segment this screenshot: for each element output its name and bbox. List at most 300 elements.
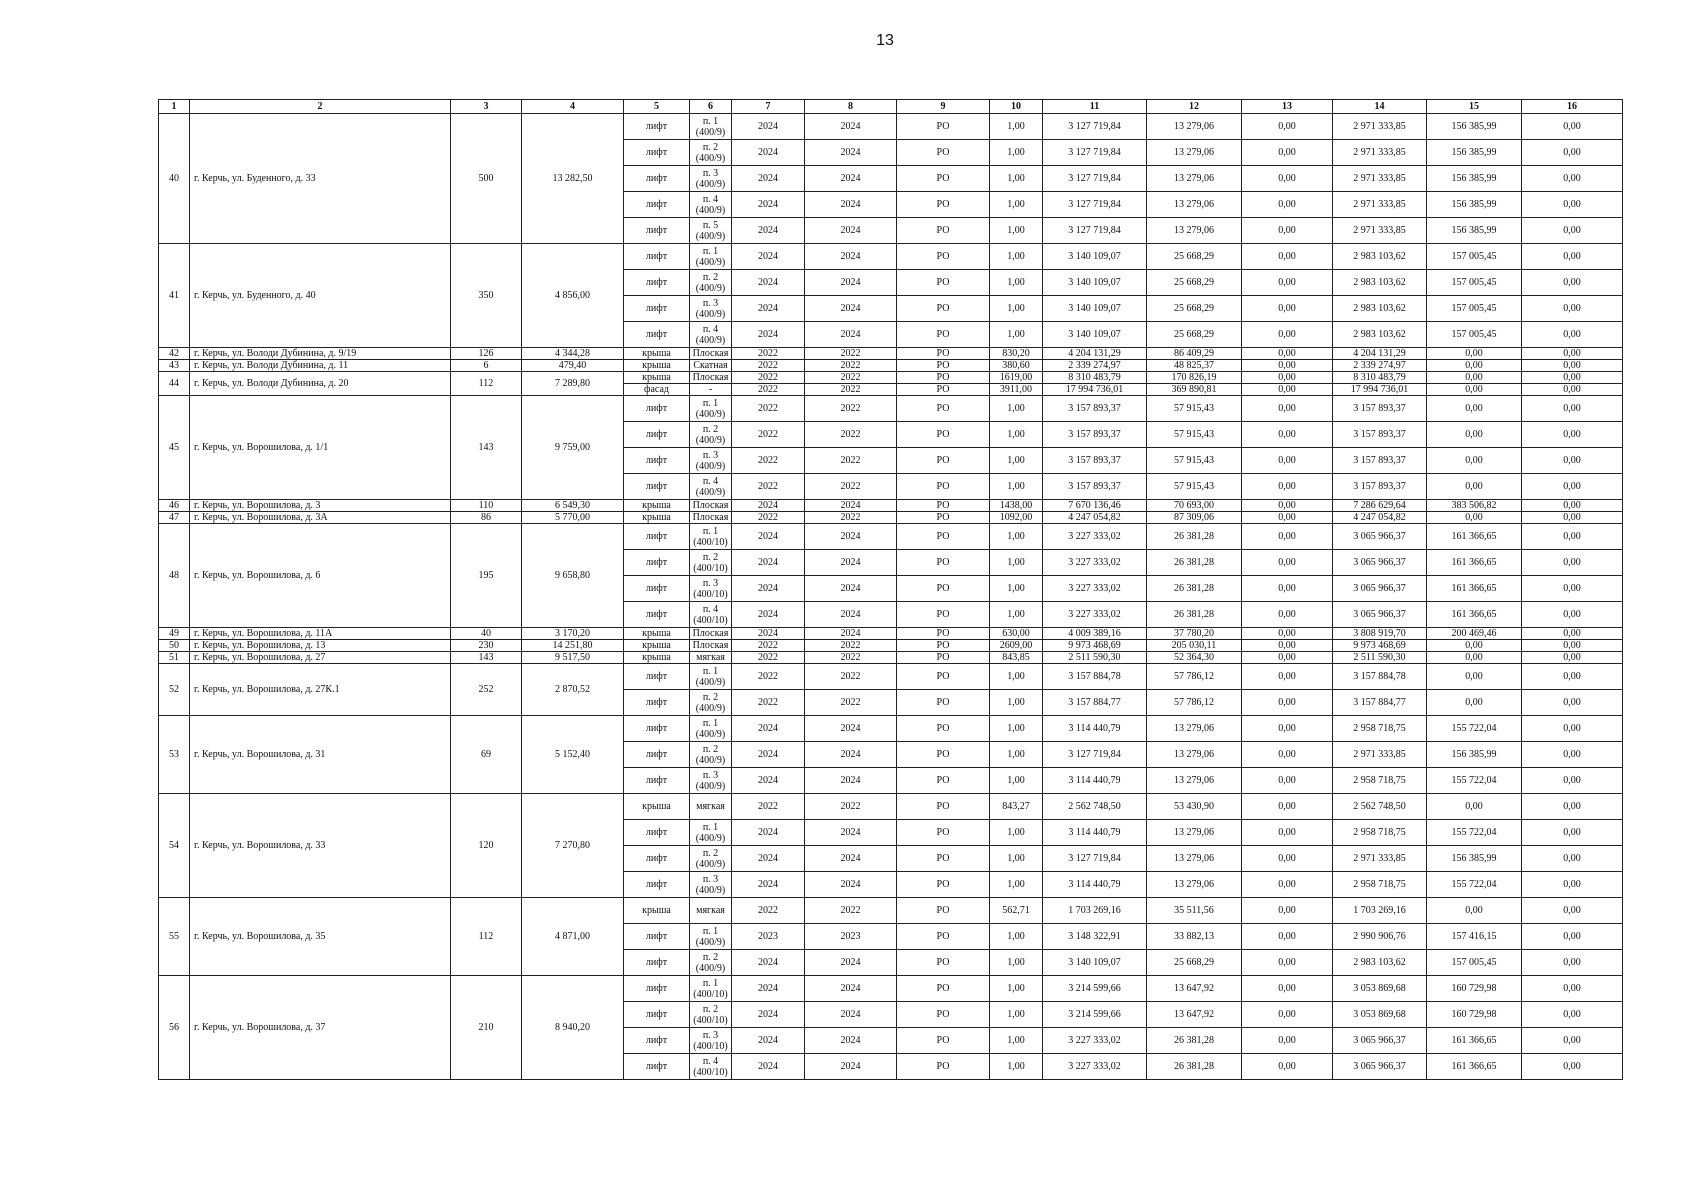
executor-cell: РО: [897, 1028, 990, 1054]
total-cost-cell: 3 227 333,02: [1043, 1028, 1147, 1054]
owner-fund-cell: 156 385,99: [1427, 140, 1522, 166]
work-detail-cell: п. 2 (400/9): [690, 690, 732, 716]
specific-cost-cell: 57 915,43: [1147, 474, 1242, 500]
other-fund-cell: 0,00: [1522, 360, 1623, 372]
budget-fund-cell: 0,00: [1242, 664, 1333, 690]
volume-cell: 843,27: [990, 794, 1043, 820]
regional-fund-cell: 3 065 966,37: [1333, 550, 1427, 576]
budget-fund-cell: 0,00: [1242, 384, 1333, 396]
year-fact-cell: 2024: [805, 192, 897, 218]
total-cost-cell: 3 157 893,37: [1043, 396, 1147, 422]
capital-repair-table: [158, 99, 1623, 1080]
executor-cell: РО: [897, 716, 990, 742]
work-detail-cell: п. 2 (400/9): [690, 140, 732, 166]
year-plan-cell: 2024: [732, 550, 805, 576]
executor-cell: РО: [897, 166, 990, 192]
row-number: 49: [159, 628, 190, 640]
owner-fund-cell: 0,00: [1427, 448, 1522, 474]
owner-fund-cell: 156 385,99: [1427, 742, 1522, 768]
budget-fund-cell: 0,00: [1242, 768, 1333, 794]
row-number: 56: [159, 976, 190, 1080]
year-plan-cell: 2022: [732, 360, 805, 372]
other-fund-cell: 0,00: [1522, 640, 1623, 652]
regional-fund-cell: 3 157 884,77: [1333, 690, 1427, 716]
owner-fund-cell: 156 385,99: [1427, 846, 1522, 872]
work-type-cell: крыша: [624, 512, 690, 524]
budget-fund-cell: 0,00: [1242, 166, 1333, 192]
row-number: 47: [159, 512, 190, 524]
year-plan-cell: 2022: [732, 372, 805, 384]
specific-cost-cell: 25 668,29: [1147, 270, 1242, 296]
building-area: 7 270,80: [522, 794, 624, 898]
year-plan-cell: 2024: [732, 524, 805, 550]
column-header: 11: [1043, 100, 1147, 114]
specific-cost-cell: 369 890,81: [1147, 384, 1242, 396]
work-detail-cell: п. 4 (400/10): [690, 1054, 732, 1080]
year-fact-cell: 2022: [805, 898, 897, 924]
table-row: [159, 716, 1623, 742]
specific-cost-cell: 13 279,06: [1147, 192, 1242, 218]
owner-fund-cell: 156 385,99: [1427, 192, 1522, 218]
year-fact-cell: 2024: [805, 1054, 897, 1080]
specific-cost-cell: 86 409,29: [1147, 348, 1242, 360]
year-plan-cell: 2022: [732, 652, 805, 664]
other-fund-cell: 0,00: [1522, 628, 1623, 640]
volume-cell: 1092,00: [990, 512, 1043, 524]
work-type-cell: крыша: [624, 640, 690, 652]
executor-cell: РО: [897, 872, 990, 898]
building-area: 5 152,40: [522, 716, 624, 794]
other-fund-cell: 0,00: [1522, 296, 1623, 322]
column-header: 7: [732, 100, 805, 114]
executor-cell: РО: [897, 664, 990, 690]
regional-fund-cell: 2 971 333,85: [1333, 140, 1427, 166]
year-fact-cell: 2024: [805, 218, 897, 244]
specific-cost-cell: 26 381,28: [1147, 602, 1242, 628]
building-area: 9 658,80: [522, 524, 624, 628]
volume-cell: 1,00: [990, 602, 1043, 628]
other-fund-cell: 0,00: [1522, 1002, 1623, 1028]
work-type-cell: лифт: [624, 1028, 690, 1054]
volume-cell: 1,00: [990, 768, 1043, 794]
owner-fund-cell: 160 729,98: [1427, 976, 1522, 1002]
regional-fund-cell: 3 157 893,37: [1333, 474, 1427, 500]
year-fact-cell: 2024: [805, 270, 897, 296]
executor-cell: РО: [897, 742, 990, 768]
total-cost-cell: 3 140 109,07: [1043, 322, 1147, 348]
executor-cell: РО: [897, 602, 990, 628]
year-fact-cell: 2024: [805, 1028, 897, 1054]
apartments-count: 143: [451, 652, 522, 664]
budget-fund-cell: 0,00: [1242, 550, 1333, 576]
regional-fund-cell: 1 703 269,16: [1333, 898, 1427, 924]
work-detail-cell: Плоская: [690, 628, 732, 640]
other-fund-cell: 0,00: [1522, 872, 1623, 898]
column-header: 2: [190, 100, 451, 114]
specific-cost-cell: 52 364,30: [1147, 652, 1242, 664]
building-address: г. Керчь, ул. Ворошилова, д. 27: [190, 652, 451, 664]
regional-fund-cell: 4 247 054,82: [1333, 512, 1427, 524]
other-fund-cell: 0,00: [1522, 192, 1623, 218]
total-cost-cell: 3 140 109,07: [1043, 270, 1147, 296]
total-cost-cell: 3 127 719,84: [1043, 140, 1147, 166]
apartments-count: 143: [451, 396, 522, 500]
building-area: 4 871,00: [522, 898, 624, 976]
budget-fund-cell: 0,00: [1242, 500, 1333, 512]
work-detail-cell: п. 3 (400/9): [690, 166, 732, 192]
building-address: г. Керчь, ул. Володи Дубинина, д. 9/19: [190, 348, 451, 360]
owner-fund-cell: 155 722,04: [1427, 768, 1522, 794]
total-cost-cell: 7 670 136,46: [1043, 500, 1147, 512]
total-cost-cell: 3 214 599,66: [1043, 1002, 1147, 1028]
owner-fund-cell: 161 366,65: [1427, 1054, 1522, 1080]
year-plan-cell: 2024: [732, 322, 805, 348]
volume-cell: 1,00: [990, 576, 1043, 602]
owner-fund-cell: 161 366,65: [1427, 576, 1522, 602]
owner-fund-cell: 0,00: [1427, 422, 1522, 448]
work-type-cell: лифт: [624, 602, 690, 628]
year-plan-cell: 2024: [732, 846, 805, 872]
row-number: 50: [159, 640, 190, 652]
work-type-cell: лифт: [624, 140, 690, 166]
specific-cost-cell: 25 668,29: [1147, 244, 1242, 270]
regional-fund-cell: 3 053 869,68: [1333, 976, 1427, 1002]
volume-cell: 1,00: [990, 296, 1043, 322]
other-fund-cell: 0,00: [1522, 924, 1623, 950]
other-fund-cell: 0,00: [1522, 898, 1623, 924]
building-address: г. Керчь, ул. Ворошилова, д. 3А: [190, 512, 451, 524]
building-address: г. Керчь, ул. Ворошилова, д. 13: [190, 640, 451, 652]
owner-fund-cell: 0,00: [1427, 640, 1522, 652]
executor-cell: РО: [897, 820, 990, 846]
work-detail-cell: Плоская: [690, 348, 732, 360]
owner-fund-cell: 0,00: [1427, 664, 1522, 690]
other-fund-cell: 0,00: [1522, 1054, 1623, 1080]
executor-cell: РО: [897, 396, 990, 422]
budget-fund-cell: 0,00: [1242, 976, 1333, 1002]
specific-cost-cell: 25 668,29: [1147, 322, 1242, 348]
volume-cell: 1,00: [990, 140, 1043, 166]
year-plan-cell: 2024: [732, 872, 805, 898]
owner-fund-cell: 0,00: [1427, 396, 1522, 422]
total-cost-cell: 3 114 440,79: [1043, 820, 1147, 846]
work-type-cell: лифт: [624, 244, 690, 270]
year-fact-cell: 2024: [805, 114, 897, 140]
volume-cell: 1,00: [990, 474, 1043, 500]
building-area: 4 856,00: [522, 244, 624, 348]
work-detail-cell: п. 1 (400/9): [690, 820, 732, 846]
year-plan-cell: 2024: [732, 716, 805, 742]
total-cost-cell: 3 127 719,84: [1043, 166, 1147, 192]
volume-cell: 2609,00: [990, 640, 1043, 652]
column-header: 1: [159, 100, 190, 114]
table-row: [159, 244, 1623, 270]
owner-fund-cell: 0,00: [1427, 512, 1522, 524]
total-cost-cell: 9 973 468,69: [1043, 640, 1147, 652]
other-fund-cell: 0,00: [1522, 448, 1623, 474]
owner-fund-cell: 0,00: [1427, 690, 1522, 716]
budget-fund-cell: 0,00: [1242, 716, 1333, 742]
other-fund-cell: 0,00: [1522, 690, 1623, 716]
volume-cell: 1,00: [990, 448, 1043, 474]
year-plan-cell: 2022: [732, 794, 805, 820]
table-row: [159, 898, 1623, 924]
total-cost-cell: 2 511 590,30: [1043, 652, 1147, 664]
regional-fund-cell: 2 983 103,62: [1333, 950, 1427, 976]
table-row: [159, 114, 1623, 140]
other-fund-cell: 0,00: [1522, 140, 1623, 166]
budget-fund-cell: 0,00: [1242, 872, 1333, 898]
volume-cell: 1,00: [990, 950, 1043, 976]
executor-cell: РО: [897, 474, 990, 500]
work-detail-cell: Плоская: [690, 512, 732, 524]
work-detail-cell: п. 3 (400/9): [690, 768, 732, 794]
column-header: 16: [1522, 100, 1623, 114]
other-fund-cell: 0,00: [1522, 794, 1623, 820]
total-cost-cell: 3 214 599,66: [1043, 976, 1147, 1002]
budget-fund-cell: 0,00: [1242, 652, 1333, 664]
total-cost-cell: 3 127 719,84: [1043, 218, 1147, 244]
row-number: 48: [159, 524, 190, 628]
budget-fund-cell: 0,00: [1242, 114, 1333, 140]
specific-cost-cell: 26 381,28: [1147, 1028, 1242, 1054]
total-cost-cell: 4 204 131,29: [1043, 348, 1147, 360]
work-detail-cell: Плоская: [690, 372, 732, 384]
specific-cost-cell: 57 915,43: [1147, 396, 1242, 422]
executor-cell: РО: [897, 576, 990, 602]
total-cost-cell: 3 114 440,79: [1043, 872, 1147, 898]
regional-fund-cell: 2 983 103,62: [1333, 270, 1427, 296]
work-type-cell: крыша: [624, 898, 690, 924]
regional-fund-cell: 9 973 468,69: [1333, 640, 1427, 652]
specific-cost-cell: 13 647,92: [1147, 976, 1242, 1002]
budget-fund-cell: 0,00: [1242, 372, 1333, 384]
executor-cell: РО: [897, 372, 990, 384]
volume-cell: 1,00: [990, 1054, 1043, 1080]
specific-cost-cell: 57 786,12: [1147, 664, 1242, 690]
table-row: [159, 664, 1623, 690]
regional-fund-cell: 2 971 333,85: [1333, 218, 1427, 244]
executor-cell: РО: [897, 384, 990, 396]
budget-fund-cell: 0,00: [1242, 742, 1333, 768]
apartments-count: 120: [451, 794, 522, 898]
regional-fund-cell: 3 157 893,37: [1333, 396, 1427, 422]
budget-fund-cell: 0,00: [1242, 474, 1333, 500]
regional-fund-cell: 2 958 718,75: [1333, 872, 1427, 898]
building-address: г. Керчь, ул. Ворошилова, д. 37: [190, 976, 451, 1080]
year-plan-cell: 2022: [732, 664, 805, 690]
year-plan-cell: 2022: [732, 396, 805, 422]
column-header: 8: [805, 100, 897, 114]
work-detail-cell: п. 2 (400/9): [690, 422, 732, 448]
apartments-count: 112: [451, 898, 522, 976]
executor-cell: РО: [897, 640, 990, 652]
year-plan-cell: 2024: [732, 140, 805, 166]
work-type-cell: лифт: [624, 846, 690, 872]
specific-cost-cell: 26 381,28: [1147, 576, 1242, 602]
specific-cost-cell: 13 279,06: [1147, 768, 1242, 794]
regional-fund-cell: 3 065 966,37: [1333, 602, 1427, 628]
row-number: 53: [159, 716, 190, 794]
regional-fund-cell: 3 157 893,37: [1333, 448, 1427, 474]
work-type-cell: крыша: [624, 372, 690, 384]
regional-fund-cell: 2 958 718,75: [1333, 716, 1427, 742]
other-fund-cell: 0,00: [1522, 474, 1623, 500]
volume-cell: 1,00: [990, 1028, 1043, 1054]
executor-cell: РО: [897, 768, 990, 794]
total-cost-cell: 2 562 748,50: [1043, 794, 1147, 820]
column-header: 4: [522, 100, 624, 114]
specific-cost-cell: 13 279,06: [1147, 716, 1242, 742]
year-plan-cell: 2022: [732, 474, 805, 500]
executor-cell: РО: [897, 690, 990, 716]
other-fund-cell: 0,00: [1522, 322, 1623, 348]
volume-cell: 1,00: [990, 716, 1043, 742]
row-number: 51: [159, 652, 190, 664]
regional-fund-cell: 2 983 103,62: [1333, 244, 1427, 270]
column-header: 14: [1333, 100, 1427, 114]
executor-cell: РО: [897, 500, 990, 512]
work-type-cell: лифт: [624, 474, 690, 500]
owner-fund-cell: 156 385,99: [1427, 218, 1522, 244]
building-address: г. Керчь, ул. Ворошилова, д. 3: [190, 500, 451, 512]
volume-cell: 1,00: [990, 976, 1043, 1002]
row-number: 45: [159, 396, 190, 500]
building-address: г. Керчь, ул. Ворошилова, д. 31: [190, 716, 451, 794]
specific-cost-cell: 33 882,13: [1147, 924, 1242, 950]
year-fact-cell: 2022: [805, 372, 897, 384]
year-fact-cell: 2024: [805, 550, 897, 576]
year-plan-cell: 2024: [732, 192, 805, 218]
work-detail-cell: п. 1 (400/9): [690, 716, 732, 742]
other-fund-cell: 0,00: [1522, 820, 1623, 846]
year-plan-cell: 2024: [732, 296, 805, 322]
regional-fund-cell: 2 971 333,85: [1333, 192, 1427, 218]
owner-fund-cell: 0,00: [1427, 652, 1522, 664]
volume-cell: 3911,00: [990, 384, 1043, 396]
work-type-cell: крыша: [624, 652, 690, 664]
year-plan-cell: 2024: [732, 1054, 805, 1080]
column-header: 12: [1147, 100, 1242, 114]
work-detail-cell: п. 2 (400/9): [690, 846, 732, 872]
building-address: г. Керчь, ул. Ворошилова, д. 33: [190, 794, 451, 898]
budget-fund-cell: 0,00: [1242, 1028, 1333, 1054]
budget-fund-cell: 0,00: [1242, 396, 1333, 422]
volume-cell: 1,00: [990, 742, 1043, 768]
work-detail-cell: п. 1 (400/9): [690, 924, 732, 950]
table-row: [159, 524, 1623, 550]
specific-cost-cell: 70 693,00: [1147, 500, 1242, 512]
budget-fund-cell: 0,00: [1242, 1054, 1333, 1080]
apartments-count: 210: [451, 976, 522, 1080]
year-plan-cell: 2022: [732, 384, 805, 396]
apartments-count: 252: [451, 664, 522, 716]
building-address: г. Керчь, ул. Буденного, д. 33: [190, 114, 451, 244]
table-row: [159, 360, 1623, 372]
work-detail-cell: п. 1 (400/9): [690, 664, 732, 690]
executor-cell: РО: [897, 270, 990, 296]
building-address: г. Керчь, ул. Ворошилова, д. 35: [190, 898, 451, 976]
building-area: 2 870,52: [522, 664, 624, 716]
year-plan-cell: 2022: [732, 448, 805, 474]
work-type-cell: крыша: [624, 360, 690, 372]
owner-fund-cell: 157 416,15: [1427, 924, 1522, 950]
owner-fund-cell: 161 366,65: [1427, 1028, 1522, 1054]
apartments-count: 110: [451, 500, 522, 512]
work-type-cell: лифт: [624, 524, 690, 550]
apartments-count: 350: [451, 244, 522, 348]
year-fact-cell: 2022: [805, 384, 897, 396]
work-type-cell: лифт: [624, 114, 690, 140]
executor-cell: РО: [897, 448, 990, 474]
work-type-cell: крыша: [624, 500, 690, 512]
year-fact-cell: 2024: [805, 1002, 897, 1028]
owner-fund-cell: 0,00: [1427, 474, 1522, 500]
year-fact-cell: 2024: [805, 872, 897, 898]
volume-cell: 843,85: [990, 652, 1043, 664]
owner-fund-cell: 157 005,45: [1427, 322, 1522, 348]
volume-cell: 1,00: [990, 322, 1043, 348]
volume-cell: 1,00: [990, 924, 1043, 950]
budget-fund-cell: 0,00: [1242, 524, 1333, 550]
table-row: [159, 652, 1623, 664]
building-area: 8 940,20: [522, 976, 624, 1080]
row-number: 54: [159, 794, 190, 898]
volume-cell: 1,00: [990, 166, 1043, 192]
year-fact-cell: 2024: [805, 742, 897, 768]
work-detail-cell: п. 4 (400/10): [690, 602, 732, 628]
total-cost-cell: 3 127 719,84: [1043, 114, 1147, 140]
work-type-cell: лифт: [624, 1054, 690, 1080]
executor-cell: РО: [897, 976, 990, 1002]
executor-cell: РО: [897, 898, 990, 924]
row-number: 55: [159, 898, 190, 976]
regional-fund-cell: 2 983 103,62: [1333, 296, 1427, 322]
budget-fund-cell: 0,00: [1242, 296, 1333, 322]
building-address: г. Керчь, ул. Ворошилова, д. 6: [190, 524, 451, 628]
executor-cell: РО: [897, 114, 990, 140]
year-plan-cell: 2022: [732, 640, 805, 652]
year-fact-cell: 2022: [805, 652, 897, 664]
budget-fund-cell: 0,00: [1242, 1002, 1333, 1028]
column-header: 5: [624, 100, 690, 114]
work-type-cell: лифт: [624, 768, 690, 794]
work-type-cell: лифт: [624, 950, 690, 976]
year-plan-cell: 2024: [732, 768, 805, 794]
other-fund-cell: 0,00: [1522, 512, 1623, 524]
year-fact-cell: 2022: [805, 360, 897, 372]
work-type-cell: лифт: [624, 192, 690, 218]
executor-cell: РО: [897, 512, 990, 524]
work-type-cell: лифт: [624, 872, 690, 898]
work-detail-cell: п. 3 (400/9): [690, 296, 732, 322]
row-number: 52: [159, 664, 190, 716]
table-row: [159, 628, 1623, 640]
year-fact-cell: 2022: [805, 448, 897, 474]
owner-fund-cell: 0,00: [1427, 898, 1522, 924]
building-address: г. Керчь, ул. Ворошилова, д. 11А: [190, 628, 451, 640]
work-type-cell: лифт: [624, 664, 690, 690]
year-plan-cell: 2024: [732, 166, 805, 192]
work-detail-cell: п. 3 (400/10): [690, 1028, 732, 1054]
year-fact-cell: 2022: [805, 422, 897, 448]
owner-fund-cell: 200 469,46: [1427, 628, 1522, 640]
regional-fund-cell: 2 339 274,97: [1333, 360, 1427, 372]
regional-fund-cell: 17 994 736,01: [1333, 384, 1427, 396]
other-fund-cell: 0,00: [1522, 576, 1623, 602]
executor-cell: РО: [897, 348, 990, 360]
regional-fund-cell: 3 808 919,70: [1333, 628, 1427, 640]
